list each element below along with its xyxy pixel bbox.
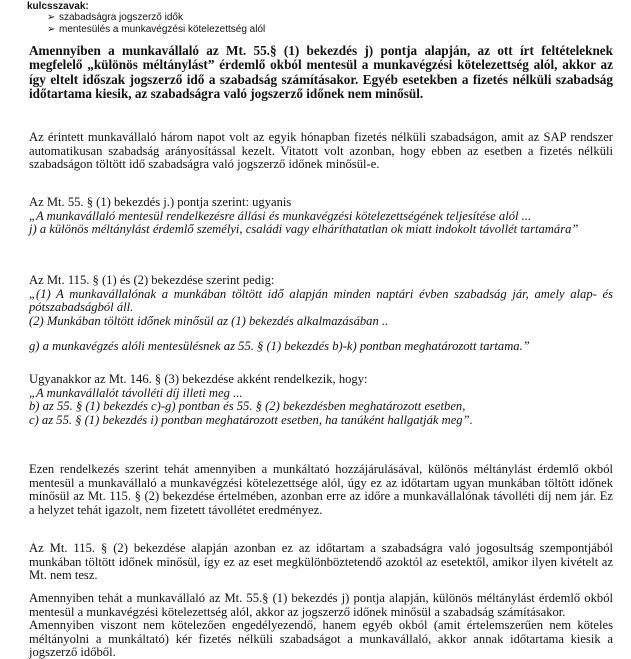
mt-55-intro: Az Mt. 55. § (1) bekezdés j.) pontja szerint: ugyanis bbox=[29, 195, 292, 209]
keywords-list bbox=[47, 12, 265, 35]
mt-146-quote-2: b) az 55. § (1) bekezdés c)-g) pontban és 55. § (2) bekezdésben meghatározott esetben, bbox=[29, 399, 466, 414]
keyword-text: szabadságra jogszerző idők bbox=[59, 12, 183, 23]
summary-paragraph: Amennyiben a munkavállaló az Mt. 55.§ (1) bekezdés j) pontja alapján, az ott írt feltételeknek megfelelő „különös méltánylást” érdemlő okból mentesül a munkavégzési kötelezettség alól, akkor az így eltelt időszak jogszerző idő a szabadság számításakor. Egyéb esetekben a fizetés nélküli szabadság időtartama kiesik, az szabadságra való jogszerző időnek nem minősül. bbox=[29, 43, 613, 101]
mt-115-intro: Az Mt. 115. § (1) és (2) bekezdése szerint pedig: bbox=[29, 273, 275, 287]
mt-146-quote-3: c) az 55. § (1) bekezdés i) pontban meghatározott esetben, ha tanúként hallgatják meg”. bbox=[29, 412, 473, 427]
keyword-item bbox=[47, 24, 265, 36]
arrow-bullet-icon: ➢ bbox=[47, 23, 56, 35]
case-description-paragraph: Az érintett munkavállaló három napot volt az egyik hónapban fizetés nélküli szabadságon, amit az SAP rendszer automatikusan szabadság arányosítással kezelt. Vitatott volt azonban, hogy ebben az esetben a fizetés nélküli szabadságon töltött idő szabadságra való jogszerző időnek minősül-e. bbox=[29, 130, 613, 172]
mt-146-quote-1: „A munkavállalót távolléti díj illeti meg ... bbox=[29, 385, 243, 400]
mt-115-application-paragraph: Az Mt. 115. § (2) bekezdése alapján azonban ez az időtartam a szabadságra való jogosultság szempontjából munkában töltött időnek minősül, így ez az eset megkülönböztetendő azoktól az esetektől, amikor ilyen kivételt az Mt. nem tesz. bbox=[29, 541, 613, 583]
interpretation-paragraph: Ezen rendelkezés szerint tehát amennyiben a munkáltató hozzájárulásával, különös méltánylást érdemlő okból mentesül a munkavállaló a munkavégzési kötelezettsége alól, úgy ez az időtartam ugyan munkában töltött időnek minősül az Mt. 115. § (2) bekezdése értelmében, azonban erre az időre a munkavállalónak távolléti díj nem jár. Ez a helyzet tehát igazolt, nem fizetett távollétet eredményez. bbox=[29, 462, 613, 517]
mt-55-quote-1: „A munkavállaló mentesül rendelkezésre állási és munkavégzési kötelezettségének teljesítése alól ... bbox=[29, 208, 532, 223]
keyword-text: mentesülés a munkavégzési kötelezettség alól bbox=[59, 23, 266, 35]
keywords-title: kulcsszavak: bbox=[27, 1, 89, 12]
mt-115-quote-3: g) a munkavégzés alóli mentesülésnek az 55. § (1) bekezdés b)-k) pontban meghatározott tartama.” bbox=[29, 339, 530, 354]
mt-115-quote-1: „(1) A munkavállalónak a munkában töltött idő alapján minden naptári évben szabadság jár, amely alap- és pótszabadságból áll. bbox=[29, 286, 613, 315]
mt-115-quote-2: (2) Munkában töltött időnek minősül az (1) bekezdés alkalmazásában .. bbox=[29, 313, 389, 328]
mt-146-section bbox=[29, 373, 613, 427]
conclusion-line-2: Amennyiben viszont nem kötelezően engedélyezendő, hanem egyéb okból (amit értelemszerűen nem köteles méltányolni a munkáltató) kér fizetés nélküli szabadságot a munkavállaló, akkor annak időtartama kiesik a jogszerző időből. bbox=[29, 618, 613, 659]
arrow-bullet-icon: ➢ bbox=[47, 12, 56, 23]
conclusion-section bbox=[29, 592, 613, 659]
keyword-item bbox=[47, 12, 265, 24]
mt-55-section bbox=[29, 196, 613, 237]
mt-146-intro: Ugyanakkor az Mt. 146. § (3) bekezdése akként rendelkezik, hogy: bbox=[29, 372, 368, 386]
mt-115-section bbox=[29, 274, 613, 354]
conclusion-line-1: Amennyiben tehát a munkavállaló az Mt. 55.§ (1) bekezdés j) pontja alapján, különös méltánylást érdemlő okból mentesül a munkavégzési kötelezettség alól, akkor az jogszerző időnek minősül a szabadság számításakor. bbox=[29, 591, 613, 619]
mt-55-quote-2: j) a különös méltánylást érdemlő személyi, családi vagy elháríthatatlan ok miatt indokolt távollét tartamára” bbox=[29, 222, 579, 237]
